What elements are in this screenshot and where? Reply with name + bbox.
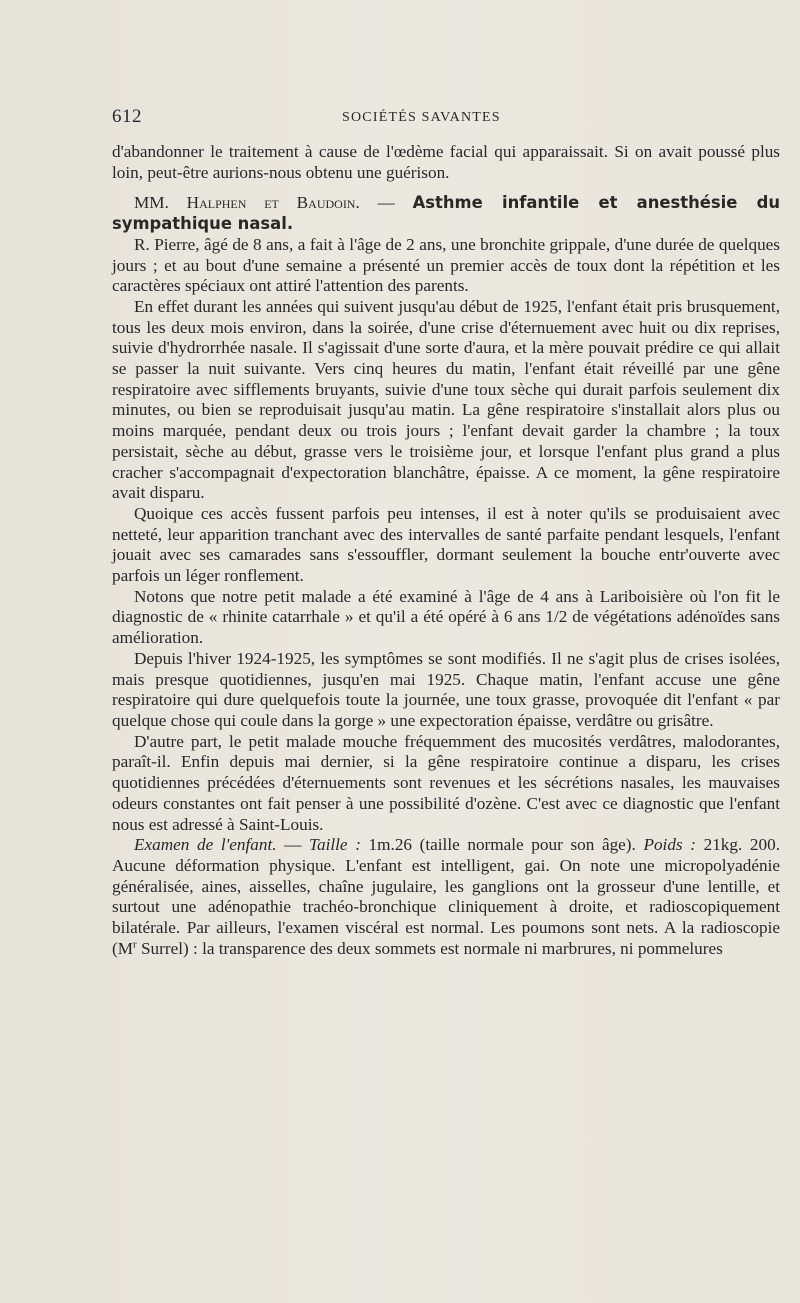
communication-title: Asthme infantile et anesthésie du sympathique nasal. — [112, 193, 780, 234]
height-label: Taille : — [309, 835, 361, 855]
paragraph-intervals: Quoique ces accès fussent parfois peu intenses, il est à noter qu'ils se produisaient avec netteté, leur apparition tranchant avec des intervalles de santé parfaite pendant lesquels, l'enfant jouait avec ses camarades sans s'essouffler, dormant seulement la bouche entr'ouverte avec parfois un léger ronflement. — [112, 503, 780, 586]
paragraph-history: Notons que notre petit malade a été examiné à l'âge de 4 ans à Lariboisière où l'on fit le diagnostic de « rhinite catarrhale » et qu'il a été opéré à 6 ans 1/2 de végétations adénoïdes sans amélioration. — [112, 586, 780, 648]
paragraph-continuation: d'abandonner le traitement à cause de l'œdème facial qui apparaissait. Si on avait poussé plus loin, peut-être aurions-nous obtenu une guérison. — [112, 142, 780, 182]
authors-prefix: MM. — [134, 193, 187, 213]
exam-text-end: Surrel) : la transparence des deux sommets est normale ni marbrures, ni pommelures — [136, 938, 723, 958]
exam-label: Examen de l'enfant. — [134, 835, 277, 855]
communication-heading — [112, 193, 780, 234]
heading-separator: — — [359, 193, 413, 213]
page-number: 612 — [112, 106, 142, 127]
paragraph-case-intro: R. Pierre, âgé de 8 ans, a fait à l'âge de 2 ans, une bronchite grippale, d'une durée de quelques jours ; et au bout d'une semaine a présenté un premier accès de toux dont la répétition et les caractères spéciaux ont attiré l'attention des parents. — [112, 234, 780, 296]
exam-separator: — — [276, 835, 310, 855]
running-title: SOCIÉTÉS SAVANTES — [342, 110, 501, 125]
exam-text: 21kg. 200. Aucune déformation physique. L'enfant est intelligent, gai. On note une micropolyadénie généralisée, aines, aisselles, chaîne jugulaire, les ganglions ont la grosseur d'une lentille, et surtout une adénopathie trachéo-bronchique cliniquement à droite, et radioscopiquement bilatérale. Par ailleurs, l'examen viscéral est normal. Les poumons sont nets. A la radioscopie (M — [112, 835, 781, 958]
weight-label: Poids : — [643, 835, 696, 855]
body-text — [112, 142, 780, 959]
authors: Halphen et Baudoin. — [186, 193, 360, 213]
superscript: r — [133, 937, 137, 950]
paragraph-nasal: D'autre part, le petit malade mouche fréquemment des mucosités verdâtres, malodorantes, paraît-il. Enfin depuis mai dernier, si la gêne respiratoire continue a disparu, les crises quotidiennes précédées d'éternuements sont revenues et les sécrétions nasales, les mauvaises odeurs constantes ont fait penser à une possibilité d'ozène. C'est avec ce diagnostic que l'enfant nous est adressé à Saint-Louis. — [112, 731, 780, 834]
running-header — [112, 106, 780, 130]
height-text: 1m.26 (taille normale pour son âge). — [360, 835, 644, 855]
paragraph-symptoms: Depuis l'hiver 1924-1925, les symptômes se sont modifiés. Il ne s'agit plus de crises isolées, mais presque quotidiennes, jusqu'en mai 1925. Chaque matin, l'enfant accuse une gêne respiratoire qui dure quelquefois toute la journée, une toux grasse, provoquée dit l'enfant « par quelque chose qui coule dans la gorge » une expectoration épaisse, verdâtre ou grisâtre. — [112, 648, 780, 730]
paragraph-examination — [112, 835, 780, 959]
paragraph-attacks: En effet durant les années qui suivent jusqu'au début de 1925, l'enfant était pris brusquement, tous les deux mois environ, dans la soirée, d'une crise d'éternuement avec huit ou dix reprises, suivie d'hydrorrhée nasale. Il s'agissait d'une sorte d'aura, et la mère pouvait prédire ce qui allait se passer la nuit suivante. Vers cinq heures du matin, l'enfant était réveillé par une gêne respiratoire avec sifflements bruyants, suivie d'une toux sèche qui durait parfois seulement dix minutes, ou bien se reproduisait jusqu'au matin. La gêne respiratoire s'installait alors plus ou moins marquée, pendant deux ou trois jours ; l'enfant devait garder la chambre ; la toux persistait, sèche au début, grasse vers le troisième jour, et lorsque l'enfant plus grand a plus cracher s'accompagnait d'expectoration blanchâtre, épaisse. A ce moment, la gêne respiratoire avait disparu. — [112, 296, 780, 503]
